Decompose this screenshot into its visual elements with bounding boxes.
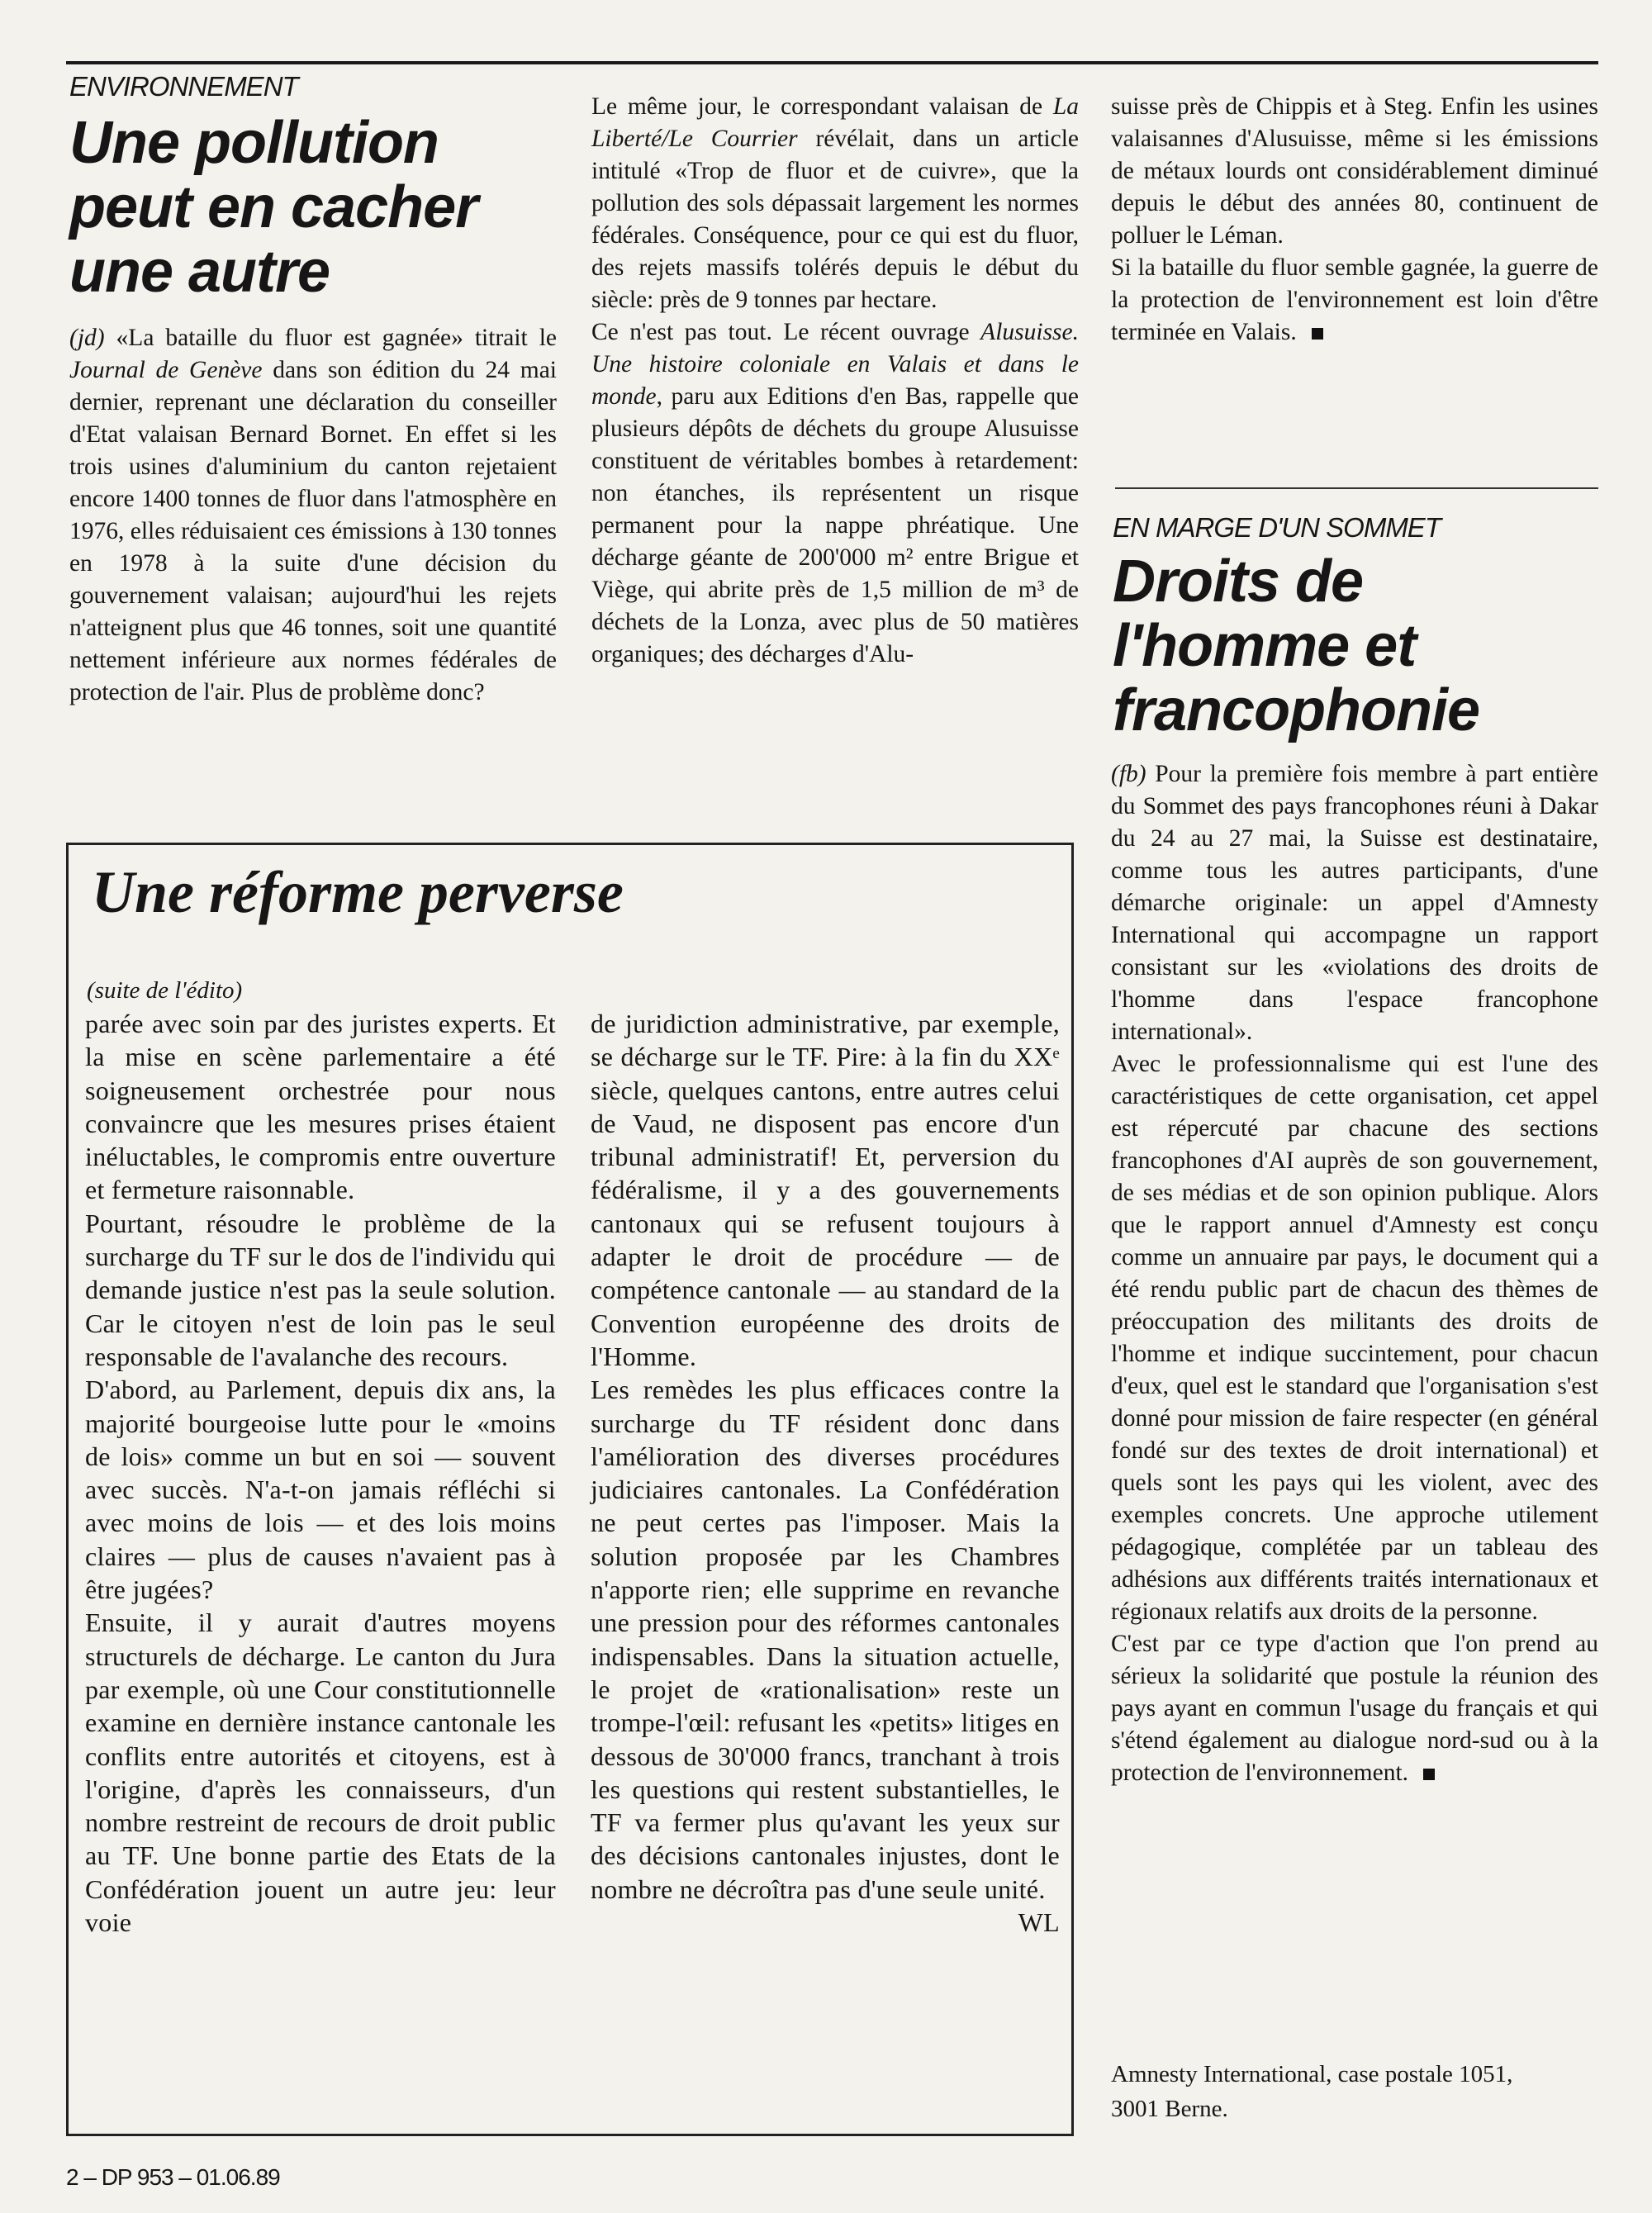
- end-mark-icon: [1423, 1769, 1435, 1780]
- headline-line: francophonie: [1113, 677, 1480, 743]
- headline-line: peut en cacher: [69, 174, 478, 240]
- paragraph: Les remèdes les plus efficaces contre la surcharge du TF résident donc dans l'amélioration des diverses procédures judiciaires cantonales. La Confédération ne peut certes pas l'imposer. Mais la solution proposée par les Chambres n'apporte rien; elle supprime en revanche une pression pour des réformes cantonales indispensables. Dans la situation actuelle, le projet de «rationalisation» reste un trompe-l'œil: refusant les «petits» litiges en dessous de 30'000 francs, tranchant à trois les questions qui restent substantielles, le TF va fermer plus qu'avant les yeux sur des décisions cantonales injustes, dont le nombre ne décroîtra pas d'une seule unité.: [591, 1375, 1060, 1904]
- headline-line: une autre: [69, 239, 330, 305]
- headline-line: Droits de: [1113, 549, 1364, 615]
- paragraph: Ce n'est pas tout. Le récent ouvrage Alusuisse. Une histoire coloniale en Valais et dans le monde, paru aux Editions d'en Bas, rappelle que plusieurs dépôts de déchets du groupe Alusuisse constituent de véritables bombes à retardement: non étanches, ils représentent un risque permanent pour la nappe phréatique. Une décharge géante de 200'000 m² entre Brigue et Viège, qui abrite près de 1,5 million de m³ de déchets de la Lonza, avec plus de 50 matières organiques; des décharges d'Alu-: [591, 319, 1079, 667]
- paragraph: (jd) «La bataille du fluor est gagnée» titrait le Journal de Genève dans son édition du 24 mai dernier, reprenant une déclaration du conseiller d'Etat valaisan Bernard Bornet. En effet si les trois usines d'aluminium du canton rejetaient encore 1400 tonnes de fluor dans l'atmosphère en 1976, elles réduisaient ces émissions à 130 tonnes en 1978 à la suite d'une décision du gouvernement valaisan; aujourd'hui les rejets n'atteignent plus que 46 tonnes, soit une quantité nettement inférieure aux normes fédérales de protection de l'air. Plus de problème donc?: [69, 325, 557, 705]
- paragraph: (fb) Pour la première fois membre à part entière du Sommet des pays francophones réuni à Dakar du 24 au 27 mai, la Suisse est destinataire, comme tous les autres participants, d'une démarche originale: un appel d'Amnesty International qui accompagne un rapport consistant sur les «violations des droits de l'homme dans l'espace francophone international».: [1111, 761, 1598, 1045]
- article1-column-1: [69, 322, 557, 709]
- article1-column-3: [1111, 91, 1598, 349]
- author-initials: (jd): [69, 325, 105, 351]
- editorial-column-right: [591, 1007, 1060, 1939]
- paragraph: suisse près de Chippis et à Steg. Enfin les usines valaisannes d'Alusuisse, même si les émissions de métaux lourds ont considérablement diminué depuis le début des années 80, continuent de polluer le Léman.: [1111, 93, 1598, 249]
- paragraph: Avec le professionnalisme qui est l'une des caractéristiques de cette organisation, cet appel est répercuté par chacune des sections francophones d'AI auprès de son gouvernement, de ses médias et de son opinion publique. Alors que le rapport annuel d'Amnesty est conçu comme un annuaire par pays, le document qui a été rendu public part de chacun des thèmes de préoccupation des militants des droits de l'homme et indique succintement, pour chacun d'eux, quel est le standard que l'organisation s'est donné pour mission de faire respecter (en général fondé sur des textes de droit international) et quels sont les pays qui les violent, avec des exemples concrets. Une approche utilement pédagogique, complétée par un tableau des adhésions aux différents traités internationaux et régionaux relatifs aux droits de la personne.: [1111, 1051, 1598, 1625]
- address-block: Amnesty International, case postale 1051, 3001 Berne.: [1111, 2061, 1513, 2122]
- section-divider: [1115, 487, 1598, 489]
- headline-line: Une pollution: [69, 110, 439, 176]
- book-title: Alusuisse. Une histoire coloniale en Valais et dans le monde: [591, 319, 1079, 410]
- paragraph: de juridiction administrative, par exemple, se décharge sur le TF. Pire: à la fin du XXᵉ siècle, quelques cantons, entre autres celui de Vaud, ne disposent pas encore d'un tribunal administratif! Et, perversion du fédéralisme, il y a des gouvernements cantonaux qui se refusent toujours à adapter le droit de procédure — de compétence cantonale — au standard de la Convention européenne des droits de l'Homme.: [591, 1009, 1060, 1371]
- paragraph: parée avec soin par des juristes experts. Et la mise en scène parlementaire a été soigneusement orchestrée pour nous convaincre que les mesures prises étaient inéluctables, le compromis entre ouverture et fermeture raisonnable.: [85, 1009, 556, 1205]
- journal-title: Journal de Genève: [69, 357, 263, 383]
- end-mark-icon: [1312, 328, 1323, 340]
- editorial-column-left: [85, 1007, 556, 1939]
- editorial-subtitle: (suite de l'édito): [87, 977, 243, 1004]
- author-initials: (fb): [1111, 761, 1146, 787]
- headline-line: l'homme et: [1113, 613, 1417, 679]
- page-footer: 2 – DP 953 – 01.06.89: [66, 2164, 280, 2190]
- author-signature: WL: [1018, 1907, 1060, 1938]
- article2-kicker: EN MARGE D'UN SOMMET: [1113, 512, 1441, 543]
- newspaper-title: La Liberté/Le Courrier: [591, 93, 1079, 152]
- paragraph: D'abord, au Parlement, depuis dix ans, la majorité bourgeoise lutte pour le «moins de lois» comme un but en soi — souvent avec succès. N'a-t-on jamais réfléchi si avec moins de lois — et des lois moins claires — plus de causes n'avaient pas à être jugées?: [85, 1375, 556, 1605]
- article1-column-2: [591, 91, 1079, 671]
- top-rule: [66, 61, 1598, 64]
- article1-kicker: ENVIRONNEMENT: [69, 71, 298, 102]
- paragraph: Le même jour, le correspondant valaisan de La Liberté/Le Courrier révélait, dans un article intitulé «Trop de fluor et de cuivre», que la pollution des sols dépassait largement les normes fédérales. Conséquence, pour ce qui est du fluor, des rejets massifs tolérés depuis le début du siècle: près de 9 tonnes par hectare.: [591, 93, 1079, 313]
- article2-body: [1111, 758, 1598, 1789]
- editorial-title: Une réforme perverse: [92, 859, 624, 925]
- paragraph: Ensuite, il y aurait d'autres moyens structurels de décharge. Le canton du Jura par exemple, où une Cour constitutionnelle examine en dernière instance cantonale les conflits entre autorités et citoyens, est à l'origine, d'après les connaisseurs, d'un nombre restreint de recours de droit public au TF. Une bonne partie des Etats de la Confédération jouent un autre jeu: leur voie: [85, 1608, 556, 1938]
- editorial-box: [66, 843, 1074, 2136]
- paragraph: C'est par ce type d'action que l'on prend au sérieux la solidarité que postule la réunion des pays ayant en commun l'usage du français et qui s'étend également au dialogue nord-sud ou à la protection de l'environnement.: [1111, 1631, 1598, 1786]
- article2-headline: [1113, 549, 1479, 743]
- paragraph: Pourtant, résoudre le problème de la surcharge du TF sur le dos de l'individu qui demande justice n'est pas la seule solution. Car le citoyen n'est de loin pas le seul responsable de l'avalanche des recours.: [85, 1208, 556, 1371]
- article1-headline: [69, 111, 477, 304]
- paragraph: Si la bataille du fluor semble gagnée, la guerre de la protection de l'environnement est loin d'être terminée en Valais.: [1111, 254, 1598, 345]
